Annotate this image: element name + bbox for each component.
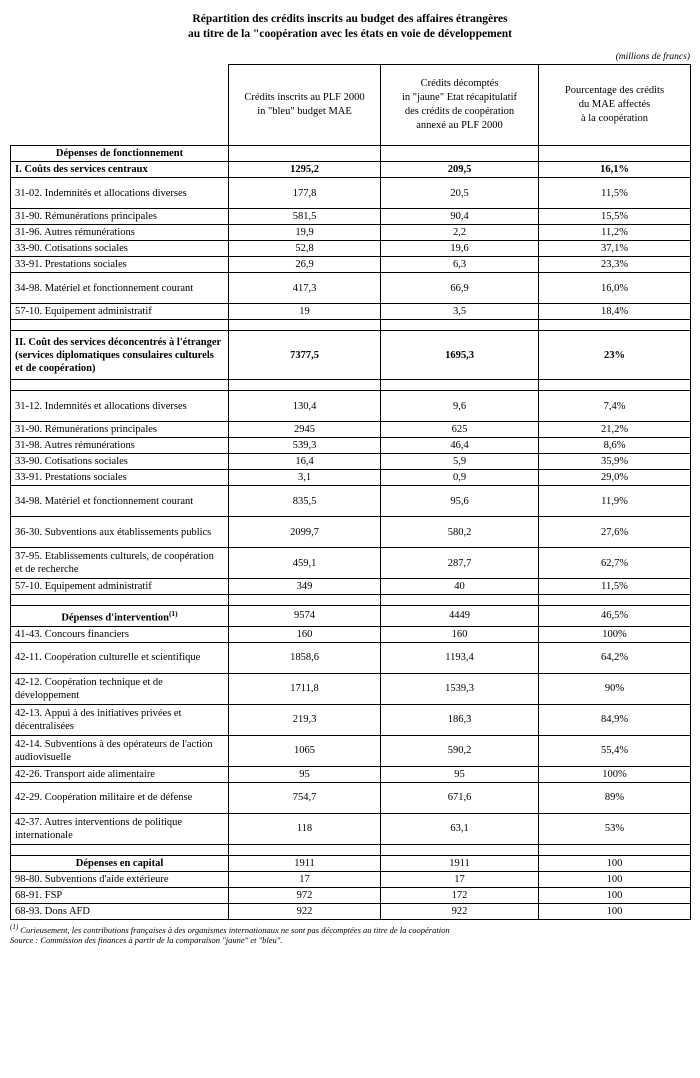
row-value-c1: 754,7 [229, 782, 381, 813]
row-value-c2: 46,4 [381, 438, 539, 454]
row-value-c1: 1295,2 [229, 162, 381, 178]
table-row [11, 579, 691, 595]
header-line: Pourcentage des crédits [564, 85, 665, 96]
spacer-cell [381, 844, 539, 855]
table-row [11, 438, 691, 454]
row-value-c1: 219,3 [229, 704, 381, 735]
row-label-line: (services diplomatiques consulaires culturels et de coopération) [15, 349, 214, 374]
row-value-c2: 0,9 [381, 470, 539, 486]
row-value-c3: 35,9% [539, 454, 691, 470]
table-row [11, 871, 691, 887]
row-value-c2: 2,2 [381, 225, 539, 241]
table-row [11, 766, 691, 782]
row-value-c1: 972 [229, 887, 381, 903]
row-value-c1: 1858,6 [229, 642, 381, 673]
footnote [10, 922, 700, 936]
row-value-c2: 1695,3 [381, 331, 539, 380]
row-value-c3: 100 [539, 871, 691, 887]
document-title-line1: Répartition des crédits inscrits au budget des affaires étrangères [192, 13, 508, 25]
row-value-c1: 17 [229, 871, 381, 887]
header-line: annexé au PLF 2000 [416, 120, 503, 131]
row-value-c1: 1911 [229, 855, 381, 871]
row-label: 42-37. Autres interventions de politique internationale [11, 813, 229, 844]
row-value-c1: 19,9 [229, 225, 381, 241]
row-label: 37-95. Etablissements culturels, de coopération et de recherche [11, 548, 229, 579]
table-row [11, 673, 691, 704]
row-value-c3: 90% [539, 673, 691, 704]
row-value-c2: 4449 [381, 606, 539, 627]
row-value-c1: 459,1 [229, 548, 381, 579]
row-value-c3: 8,6% [539, 438, 691, 454]
row-value-c2: 160 [381, 626, 539, 642]
row-value-c1: 118 [229, 813, 381, 844]
row-value-c1: 2945 [229, 422, 381, 438]
row-value-c1: 3,1 [229, 470, 381, 486]
row-value-c3: 11,9% [539, 486, 691, 517]
row-value-c2: 1911 [381, 855, 539, 871]
row-value-c1: 7377,5 [229, 331, 381, 380]
table-row [11, 454, 691, 470]
row-label: 31-02. Indemnités et allocations diverses [11, 178, 229, 209]
row-value-c3: 16,1% [539, 162, 691, 178]
row-value-c1: 922 [229, 903, 381, 919]
table-header [11, 65, 691, 146]
row-value-c2: 40 [381, 579, 539, 595]
spacer-cell [539, 595, 691, 606]
header-cell-blank [11, 65, 229, 146]
table-row [11, 391, 691, 422]
budget-table [10, 64, 691, 920]
row-value-c1: 26,9 [229, 257, 381, 273]
row-value-c2: 95 [381, 766, 539, 782]
row-value-c2: 287,7 [381, 548, 539, 579]
row-value-c2: 3,5 [381, 304, 539, 320]
table-row [11, 517, 691, 548]
spacer-cell [229, 844, 381, 855]
table-spacer-row [11, 595, 691, 606]
row-value-c2: 671,6 [381, 782, 539, 813]
table-row [11, 225, 691, 241]
row-value-c1: 1065 [229, 735, 381, 766]
row-value-c3 [539, 146, 691, 162]
row-value-c1: 130,4 [229, 391, 381, 422]
row-label: 31-98. Autres rémunérations [11, 438, 229, 454]
row-label: 33-90. Cotisations sociales [11, 241, 229, 257]
table-row [11, 855, 691, 871]
row-value-c3: 55,4% [539, 735, 691, 766]
row-label: 31-90. Rémunérations principales [11, 422, 229, 438]
row-value-c3: 16,0% [539, 273, 691, 304]
row-label: 41-43. Concours financiers [11, 626, 229, 642]
table-row [11, 642, 691, 673]
row-value-c3: 18,4% [539, 304, 691, 320]
row-value-c2: 1193,4 [381, 642, 539, 673]
row-value-c1: 9574 [229, 606, 381, 627]
header-cell-plf-bleu [229, 65, 381, 146]
row-value-c1 [229, 146, 381, 162]
header-line: in "bleu" budget MAE [257, 106, 352, 117]
row-value-c2: 63,1 [381, 813, 539, 844]
source-note: Source : Commission des finances à partir de la comparaison "jaune" et "bleu". [10, 935, 283, 946]
row-label: 42-29. Coopération militaire et de défense [11, 782, 229, 813]
row-label: 42-12. Coopération technique et de développement [11, 673, 229, 704]
row-value-c3: 11,2% [539, 225, 691, 241]
header-line: in "jaune" Etat récapitulatif [402, 92, 517, 103]
row-value-c2 [381, 146, 539, 162]
row-value-c3: 84,9% [539, 704, 691, 735]
row-value-c3: 29,0% [539, 470, 691, 486]
row-label: 57-10. Equipement administratif [11, 579, 229, 595]
row-label: 33-91. Prestations sociales [11, 470, 229, 486]
row-value-c2: 95,6 [381, 486, 539, 517]
row-label [11, 146, 229, 162]
row-label: 57-10. Equipement administratif [11, 304, 229, 320]
header-cell-pourcentage [539, 65, 691, 146]
row-value-c3: 11,5% [539, 178, 691, 209]
row-value-c3: 11,5% [539, 579, 691, 595]
header-line: Crédits inscrits au PLF 2000 [244, 92, 365, 103]
row-value-c1: 19 [229, 304, 381, 320]
row-value-c3: 23,3% [539, 257, 691, 273]
spacer-cell [11, 595, 229, 606]
row-value-c2: 5,9 [381, 454, 539, 470]
row-value-c2: 6,3 [381, 257, 539, 273]
table-row [11, 178, 691, 209]
row-value-c3: 100% [539, 626, 691, 642]
row-label: 33-90. Cotisations sociales [11, 454, 229, 470]
footnote-text: Curieusement, les contributions françaises à des organismes internationaux ne sont pas décomptées au titre de la coopération [20, 924, 450, 935]
row-value-c2: 17 [381, 871, 539, 887]
row-value-c1: 349 [229, 579, 381, 595]
document-title-line2: au titre de la "coopération avec les états en voie de développement [188, 28, 512, 40]
header-line: du MAE affectés [578, 99, 651, 110]
row-value-c1: 1711,8 [229, 673, 381, 704]
row-value-c2: 590,2 [381, 735, 539, 766]
spacer-cell [11, 380, 229, 391]
row-label-text: Dépenses en capital [75, 857, 164, 869]
table-spacer-row [11, 844, 691, 855]
row-value-c2: 66,9 [381, 273, 539, 304]
row-value-c2: 625 [381, 422, 539, 438]
table-row [11, 486, 691, 517]
row-value-c2: 1539,3 [381, 673, 539, 704]
table-row [11, 257, 691, 273]
table-row [11, 273, 691, 304]
table-row [11, 209, 691, 225]
row-value-c3: 100 [539, 855, 691, 871]
row-value-c2: 172 [381, 887, 539, 903]
row-value-c2: 19,6 [381, 241, 539, 257]
spacer-cell [381, 320, 539, 331]
table-row [11, 162, 691, 178]
row-label: 68-91. FSP [11, 887, 229, 903]
row-value-c2: 20,5 [381, 178, 539, 209]
table-row [11, 241, 691, 257]
footnote-ref: (1) [168, 609, 178, 618]
row-label: 31-96. Autres rémunérations [11, 225, 229, 241]
row-value-c3: 62,7% [539, 548, 691, 579]
spacer-cell [229, 320, 381, 331]
row-label [11, 606, 229, 627]
table-row [11, 813, 691, 844]
footnote-marker: (1) [10, 922, 19, 931]
row-value-c2: 922 [381, 903, 539, 919]
row-value-c3: 37,1% [539, 241, 691, 257]
row-value-c3: 46,5% [539, 606, 691, 627]
row-label [11, 855, 229, 871]
row-label: 42-13. Appui à des initiatives privées et décentralisées [11, 704, 229, 735]
row-value-c3: 7,4% [539, 391, 691, 422]
row-value-c2: 580,2 [381, 517, 539, 548]
spacer-cell [229, 595, 381, 606]
row-value-c1: 177,8 [229, 178, 381, 209]
table-row [11, 470, 691, 486]
row-value-c3: 89% [539, 782, 691, 813]
row-value-c3: 100 [539, 903, 691, 919]
row-value-c3: 21,2% [539, 422, 691, 438]
spacer-cell [11, 320, 229, 331]
spacer-cell [11, 844, 229, 855]
spacer-cell [539, 844, 691, 855]
table-row [11, 735, 691, 766]
header-line: des crédits de coopération [404, 106, 515, 117]
row-label-text: Dépenses de fonctionnement [55, 148, 184, 159]
header-line: Crédits décomptés [420, 78, 499, 89]
row-value-c1: 581,5 [229, 209, 381, 225]
spacer-cell [539, 380, 691, 391]
table-row [11, 903, 691, 919]
table-row [11, 626, 691, 642]
row-label: 42-11. Coopération culturelle et scientifique [11, 642, 229, 673]
row-value-c3: 15,5% [539, 209, 691, 225]
row-label: I. Coûts des services centraux [11, 162, 229, 178]
table-spacer-row [11, 380, 691, 391]
table-row [11, 887, 691, 903]
row-label: 31-90. Rémunérations principales [11, 209, 229, 225]
row-value-c2: 209,5 [381, 162, 539, 178]
row-value-c3: 64,2% [539, 642, 691, 673]
spacer-cell [229, 380, 381, 391]
row-value-c2: 90,4 [381, 209, 539, 225]
row-label: 42-14. Subventions à des opérateurs de l'action audiovisuelle [11, 735, 229, 766]
row-label-line: II. Coût des services déconcentrés à l'étranger [15, 336, 222, 348]
row-value-c3: 100% [539, 766, 691, 782]
row-value-c3: 23% [539, 331, 691, 380]
table-body [11, 146, 691, 920]
row-label [11, 331, 229, 380]
row-value-c2: 186,3 [381, 704, 539, 735]
table-row [11, 782, 691, 813]
row-value-c3: 100 [539, 887, 691, 903]
row-label: 34-98. Matériel et fonctionnement courant [11, 486, 229, 517]
row-value-c3: 53% [539, 813, 691, 844]
row-value-c3: 27,6% [539, 517, 691, 548]
row-label: 68-93. Dons AFD [11, 903, 229, 919]
header-line: à la coopération [580, 113, 649, 124]
row-value-c1: 835,5 [229, 486, 381, 517]
row-value-c1: 539,3 [229, 438, 381, 454]
spacer-cell [381, 380, 539, 391]
table-row [11, 704, 691, 735]
row-label: 34-98. Matériel et fonctionnement courant [11, 273, 229, 304]
table-row [11, 146, 691, 162]
header-cell-jaune [381, 65, 539, 146]
table-spacer-row [11, 320, 691, 331]
row-label: 98-80. Subventions d'aide extérieure [11, 871, 229, 887]
table-row [11, 331, 691, 380]
row-value-c1: 160 [229, 626, 381, 642]
row-value-c1: 417,3 [229, 273, 381, 304]
row-label: 42-26. Transport aide alimentaire [11, 766, 229, 782]
row-label: 31-12. Indemnités et allocations diverses [11, 391, 229, 422]
spacer-cell [381, 595, 539, 606]
row-label: 33-91. Prestations sociales [11, 257, 229, 273]
row-value-c1: 52,8 [229, 241, 381, 257]
table-row [11, 422, 691, 438]
row-value-c1: 16,4 [229, 454, 381, 470]
row-value-c1: 2099,7 [229, 517, 381, 548]
spacer-cell [539, 320, 691, 331]
row-value-c2: 9,6 [381, 391, 539, 422]
row-label: 36-30. Subventions aux établissements publics [11, 517, 229, 548]
row-value-c1: 95 [229, 766, 381, 782]
table-row [11, 606, 691, 627]
table-row [11, 304, 691, 320]
units-note: (millions de francs) [615, 52, 690, 62]
row-label-text: Dépenses d'intervention$^{(1)}$ [61, 609, 178, 624]
table-row [11, 548, 691, 579]
